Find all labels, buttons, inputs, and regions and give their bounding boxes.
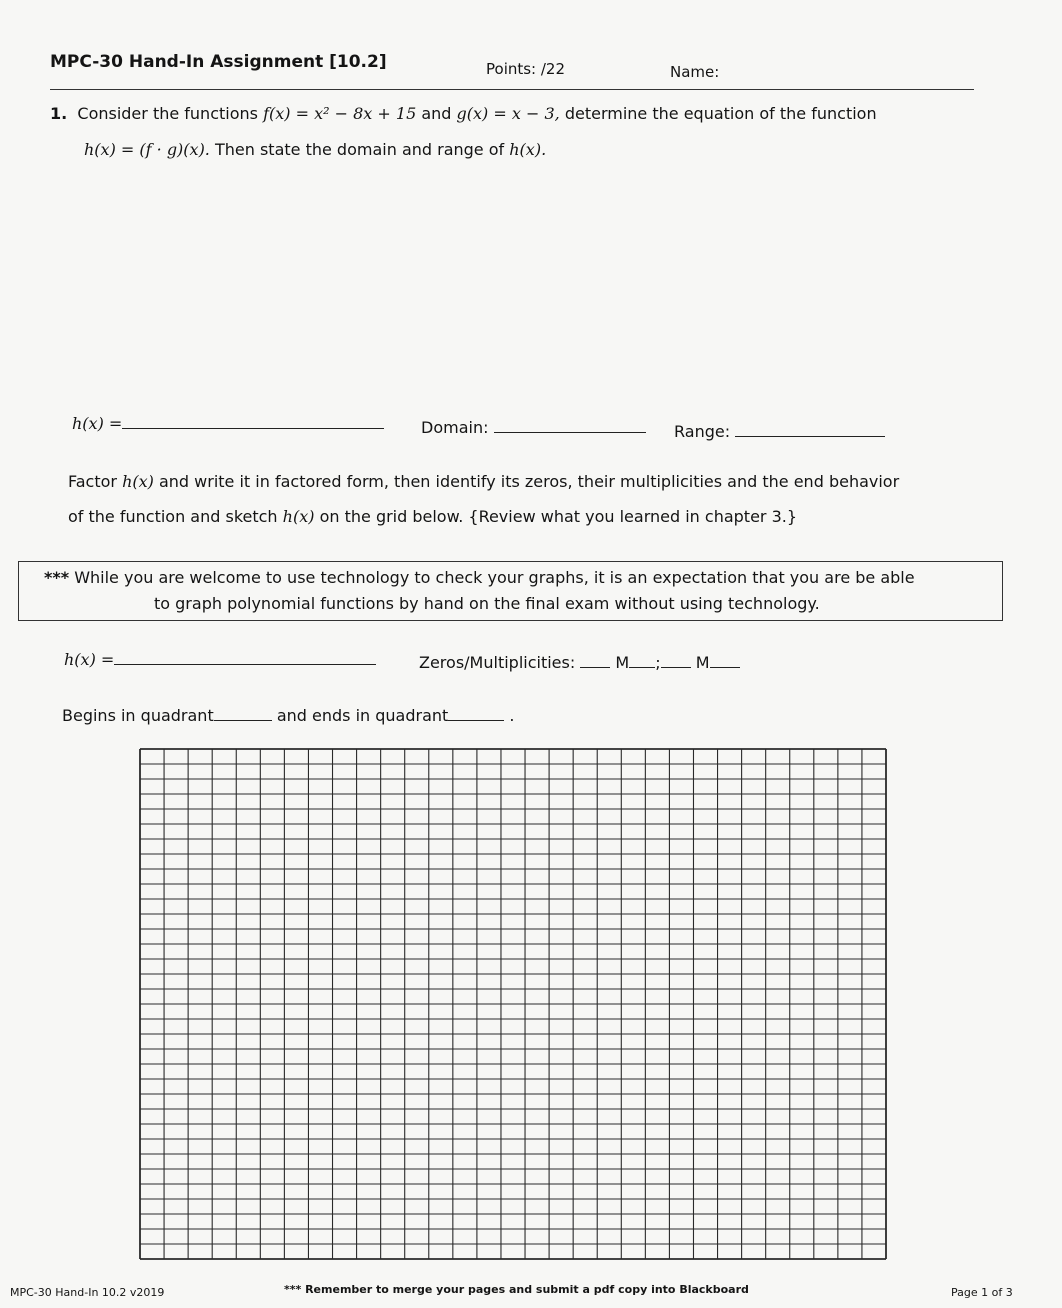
h-answer-blank[interactable]	[122, 428, 384, 429]
zeros-label: Zeros/Multiplicities:	[419, 653, 576, 672]
multiplicity-1-label: M	[615, 653, 630, 672]
zeros-separator: ;	[655, 653, 661, 672]
factor-text-c: of the function and sketch	[68, 507, 278, 526]
end-period: .	[509, 706, 515, 725]
question-number: 1.	[50, 104, 68, 123]
factor-line-1	[68, 472, 899, 491]
factor-text-d: on the grid below. {Review what you learned in chapter 3.}	[319, 507, 798, 526]
h-factored-blank[interactable]	[114, 664, 376, 665]
factor-h: h(x)	[122, 472, 154, 491]
ends-label: and ends in quadrant	[276, 706, 449, 725]
f-definition: f(x) = x² − 8x + 15	[263, 104, 417, 123]
begins-label: Begins in quadrant	[62, 706, 214, 725]
h-label: h(x) =	[72, 414, 123, 433]
sketch-h: h(x)	[282, 507, 315, 526]
range-label: Range:	[674, 422, 731, 441]
factor-text-a: Factor	[68, 472, 117, 491]
notice-line-1	[44, 568, 915, 587]
multiplicity-2-blank[interactable]	[710, 667, 740, 668]
end-behavior-row	[62, 706, 514, 725]
begins-blank[interactable]	[214, 720, 272, 721]
assignment-title: MPC-30 Hand-In Assignment [10.2]	[50, 52, 387, 72]
h-answer-row	[72, 414, 384, 433]
multiplicity-1-blank[interactable]	[629, 667, 655, 668]
points-label: Points: /22	[486, 60, 566, 78]
range-row	[674, 422, 885, 441]
domain-blank[interactable]	[494, 432, 646, 433]
header-rule	[50, 89, 974, 90]
footer-left: MPC-30 Hand-In 10.2 v2019	[10, 1286, 165, 1299]
h-factored-row	[64, 650, 376, 669]
question-1-line-2	[84, 140, 546, 159]
question-text-a: Consider the functions	[77, 104, 258, 123]
notice-line-2: to graph polynomial functions by hand on the final exam without using technology.	[154, 594, 820, 613]
range-blank[interactable]	[735, 436, 885, 437]
factor-text-b: and write it in factored form, then identify its zeros, their multiplicities and the end behavior	[158, 472, 900, 491]
multiplicity-2-label: M	[695, 653, 710, 672]
factor-line-2	[68, 507, 797, 526]
zero-2-blank[interactable]	[661, 667, 691, 668]
domain-label: Domain:	[421, 418, 489, 437]
zeros-row	[419, 653, 740, 672]
name-label: Name:	[670, 63, 720, 81]
footer-page-number: Page 1 of 3	[951, 1286, 1013, 1299]
question-text-b: determine the equation of the function	[564, 104, 877, 123]
zero-1-blank[interactable]	[580, 667, 610, 668]
h-reference: h(x).	[509, 140, 547, 159]
g-definition: g(x) = x − 3,	[456, 104, 560, 123]
footer-reminder: *** Remember to merge your pages and submit a pdf copy into Blackboard	[284, 1283, 749, 1296]
question-1-line-1	[50, 104, 877, 123]
h-definition: h(x) = (f · g)(x).	[84, 140, 210, 159]
h-factored-label: h(x) =	[64, 650, 115, 669]
notice-text-1: While you are welcome to use technology to check your graphs, it is an expectation that you are be able	[74, 568, 915, 587]
question-text-c: Then state the domain and range of	[214, 140, 505, 159]
and-word: and	[421, 104, 452, 123]
domain-row	[421, 418, 646, 437]
graph-grid[interactable]	[138, 747, 888, 1261]
notice-stars: ***	[44, 568, 70, 587]
ends-blank[interactable]	[448, 720, 504, 721]
